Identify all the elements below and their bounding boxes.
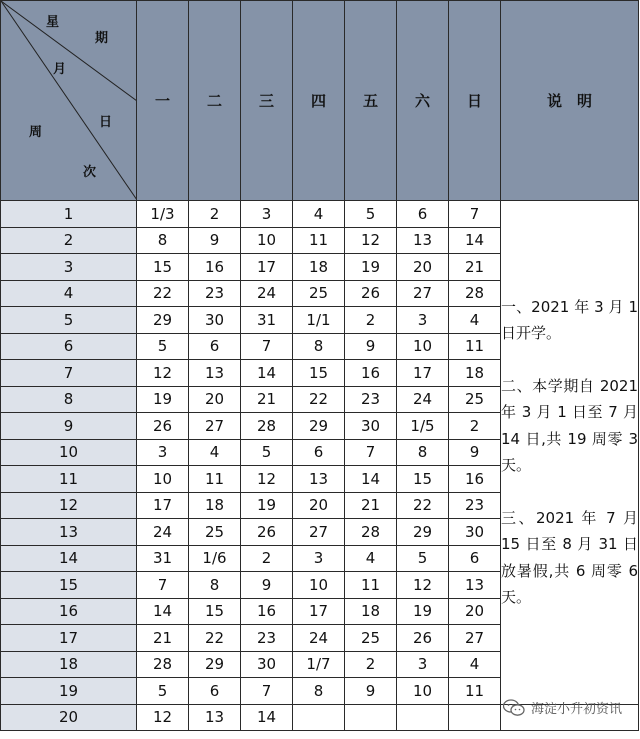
date-cell-sat: 19 [397, 598, 449, 625]
date-cell-sun [449, 704, 501, 731]
date-cell-mon: 29 [137, 307, 189, 334]
date-cell-mon: 21 [137, 625, 189, 652]
date-cell-thu: 8 [293, 333, 345, 360]
week-number-cell: 13 [1, 519, 137, 546]
date-cell-fri: 30 [345, 413, 397, 440]
date-cell-tue: 29 [189, 651, 241, 678]
date-cell-fri: 23 [345, 386, 397, 413]
wechat-icon [503, 699, 525, 717]
date-cell-sat: 26 [397, 625, 449, 652]
date-cell-sun: 16 [449, 466, 501, 493]
week-number-cell: 6 [1, 333, 137, 360]
watermark [503, 698, 622, 717]
date-cell-thu [293, 704, 345, 731]
day-header-mon: 一 [137, 1, 189, 201]
date-cell-fri: 9 [345, 678, 397, 705]
date-cell-tue: 11 [189, 466, 241, 493]
date-cell-sat: 6 [397, 201, 449, 228]
date-cell-wed: 12 [241, 466, 293, 493]
week-number-cell: 10 [1, 439, 137, 466]
date-cell-mon: 19 [137, 386, 189, 413]
week-number-cell: 5 [1, 307, 137, 334]
date-cell-fri: 4 [345, 545, 397, 572]
date-cell-wed: 31 [241, 307, 293, 334]
date-cell-wed: 21 [241, 386, 293, 413]
date-cell-tue: 13 [189, 704, 241, 731]
date-cell-mon: 3 [137, 439, 189, 466]
corner-label-ri: 日 [99, 115, 113, 130]
date-cell-tue: 16 [189, 254, 241, 281]
date-cell-sun: 7 [449, 201, 501, 228]
date-cell-sun: 23 [449, 492, 501, 519]
date-cell-wed: 28 [241, 413, 293, 440]
date-cell-thu: 27 [293, 519, 345, 546]
watermark-text: 海淀小升初资讯 [530, 702, 622, 717]
day-header-thu: 四 [293, 1, 345, 201]
date-cell-mon: 14 [137, 598, 189, 625]
date-cell-wed: 7 [241, 333, 293, 360]
day-header-fri: 五 [345, 1, 397, 201]
date-cell-thu: 13 [293, 466, 345, 493]
date-cell-sat: 10 [397, 333, 449, 360]
date-cell-mon: 28 [137, 651, 189, 678]
date-cell-sat: 29 [397, 519, 449, 546]
date-cell-tue: 13 [189, 360, 241, 387]
date-cell-wed: 9 [241, 572, 293, 599]
week-number-cell: 9 [1, 413, 137, 440]
date-cell-wed: 7 [241, 678, 293, 705]
week-number-cell: 2 [1, 227, 137, 254]
date-cell-thu: 18 [293, 254, 345, 281]
week-number-cell: 8 [1, 386, 137, 413]
date-cell-tue: 23 [189, 280, 241, 307]
date-cell-mon: 12 [137, 704, 189, 731]
date-cell-sun: 25 [449, 386, 501, 413]
date-cell-thu: 8 [293, 678, 345, 705]
week-number-cell: 20 [1, 704, 137, 731]
date-cell-sat: 20 [397, 254, 449, 281]
date-cell-wed: 3 [241, 201, 293, 228]
date-cell-thu: 22 [293, 386, 345, 413]
date-cell-sat: 12 [397, 572, 449, 599]
date-cell-tue: 27 [189, 413, 241, 440]
date-cell-fri [345, 704, 397, 731]
date-cell-fri: 21 [345, 492, 397, 519]
date-cell-tue: 22 [189, 625, 241, 652]
date-cell-tue: 6 [189, 678, 241, 705]
date-cell-tue: 6 [189, 333, 241, 360]
week-number-cell: 16 [1, 598, 137, 625]
date-cell-sun: 18 [449, 360, 501, 387]
date-cell-sun: 13 [449, 572, 501, 599]
date-cell-thu: 25 [293, 280, 345, 307]
week-number-cell: 15 [1, 572, 137, 599]
week-number-cell: 11 [1, 466, 137, 493]
week-number-cell: 7 [1, 360, 137, 387]
date-cell-sat: 22 [397, 492, 449, 519]
day-header-tue: 二 [189, 1, 241, 201]
date-cell-sat: 3 [397, 651, 449, 678]
date-cell-tue: 15 [189, 598, 241, 625]
date-cell-wed: 17 [241, 254, 293, 281]
date-cell-tue: 18 [189, 492, 241, 519]
date-cell-sun: 28 [449, 280, 501, 307]
date-cell-sat [397, 704, 449, 731]
date-cell-mon: 15 [137, 254, 189, 281]
date-cell-wed: 19 [241, 492, 293, 519]
date-cell-sun: 30 [449, 519, 501, 546]
table-row [1, 201, 639, 228]
day-header-sat: 六 [397, 1, 449, 201]
note-item: 一、2021 年 3 月 1 日开学。 [501, 297, 638, 343]
day-header-wed: 三 [241, 1, 293, 201]
date-cell-wed: 30 [241, 651, 293, 678]
corner-label-xing: 星 [46, 15, 60, 30]
date-cell-fri: 9 [345, 333, 397, 360]
date-cell-fri: 18 [345, 598, 397, 625]
date-cell-wed: 24 [241, 280, 293, 307]
date-cell-thu: 10 [293, 572, 345, 599]
week-number-cell: 4 [1, 280, 137, 307]
date-cell-sun: 4 [449, 307, 501, 334]
date-cell-tue: 1/6 [189, 545, 241, 572]
date-cell-sat: 15 [397, 466, 449, 493]
date-cell-fri: 2 [345, 307, 397, 334]
note-item: 二、本学期自 2021 年 3 月 1 日至 7 月 14 日,共 19 周零 3 天。 [501, 376, 638, 475]
date-cell-tue: 8 [189, 572, 241, 599]
date-cell-mon: 17 [137, 492, 189, 519]
corner-label-yue: 月 [53, 62, 67, 77]
date-cell-mon: 24 [137, 519, 189, 546]
date-cell-sun: 6 [449, 545, 501, 572]
week-number-cell: 17 [1, 625, 137, 652]
date-cell-wed: 14 [241, 360, 293, 387]
corner-label-qi: 期 [95, 31, 109, 46]
date-cell-sat: 17 [397, 360, 449, 387]
date-cell-sun: 14 [449, 227, 501, 254]
corner-label-ci: 次 [83, 165, 97, 180]
date-cell-wed: 16 [241, 598, 293, 625]
date-cell-fri: 19 [345, 254, 397, 281]
date-cell-thu: 6 [293, 439, 345, 466]
date-cell-mon: 1/3 [137, 201, 189, 228]
note-header: 说 明 [501, 1, 639, 201]
date-cell-fri: 2 [345, 651, 397, 678]
date-cell-mon: 22 [137, 280, 189, 307]
date-cell-wed: 14 [241, 704, 293, 731]
date-cell-thu: 11 [293, 227, 345, 254]
date-cell-thu: 1/1 [293, 307, 345, 334]
date-cell-wed: 23 [241, 625, 293, 652]
date-cell-thu: 24 [293, 625, 345, 652]
week-number-cell: 3 [1, 254, 137, 281]
date-cell-sun: 2 [449, 413, 501, 440]
date-cell-thu: 29 [293, 413, 345, 440]
date-cell-mon: 7 [137, 572, 189, 599]
date-cell-sun: 9 [449, 439, 501, 466]
date-cell-sun: 20 [449, 598, 501, 625]
week-number-cell: 14 [1, 545, 137, 572]
date-cell-mon: 5 [137, 678, 189, 705]
date-cell-fri: 28 [345, 519, 397, 546]
date-cell-sat: 10 [397, 678, 449, 705]
date-cell-thu: 1/7 [293, 651, 345, 678]
date-cell-mon: 10 [137, 466, 189, 493]
date-cell-mon: 26 [137, 413, 189, 440]
date-cell-tue: 20 [189, 386, 241, 413]
date-cell-mon: 5 [137, 333, 189, 360]
date-cell-sat: 27 [397, 280, 449, 307]
date-cell-tue: 30 [189, 307, 241, 334]
date-cell-thu: 20 [293, 492, 345, 519]
corner-header-cell [1, 1, 137, 201]
date-cell-sun: 21 [449, 254, 501, 281]
date-cell-thu: 17 [293, 598, 345, 625]
date-cell-fri: 16 [345, 360, 397, 387]
date-cell-fri: 5 [345, 201, 397, 228]
date-cell-tue: 25 [189, 519, 241, 546]
date-cell-sun: 11 [449, 333, 501, 360]
day-header-sun: 日 [449, 1, 501, 201]
week-number-cell: 19 [1, 678, 137, 705]
date-cell-fri: 26 [345, 280, 397, 307]
date-cell-wed: 5 [241, 439, 293, 466]
header-row [1, 1, 639, 201]
date-cell-sat: 5 [397, 545, 449, 572]
date-cell-thu: 4 [293, 201, 345, 228]
date-cell-tue: 2 [189, 201, 241, 228]
date-cell-tue: 4 [189, 439, 241, 466]
date-cell-sat: 13 [397, 227, 449, 254]
date-cell-mon: 12 [137, 360, 189, 387]
date-cell-thu: 3 [293, 545, 345, 572]
note-item: 三、2021 年 7 月 15 日至 8 月 31 日放暑假,共 6 周零 6 天。 [501, 508, 638, 607]
date-cell-mon: 8 [137, 227, 189, 254]
calendar-body [1, 201, 639, 731]
date-cell-sat: 8 [397, 439, 449, 466]
date-cell-sat: 3 [397, 307, 449, 334]
date-cell-sun: 4 [449, 651, 501, 678]
date-cell-tue: 9 [189, 227, 241, 254]
week-number-cell: 1 [1, 201, 137, 228]
date-cell-sat: 1/5 [397, 413, 449, 440]
week-number-cell: 12 [1, 492, 137, 519]
date-cell-sun: 11 [449, 678, 501, 705]
corner-diagonal-lines [1, 1, 137, 200]
date-cell-fri: 14 [345, 466, 397, 493]
date-cell-wed: 26 [241, 519, 293, 546]
date-cell-fri: 25 [345, 625, 397, 652]
date-cell-fri: 7 [345, 439, 397, 466]
notes-cell [501, 201, 639, 705]
date-cell-fri: 11 [345, 572, 397, 599]
date-cell-fri: 12 [345, 227, 397, 254]
date-cell-sun: 27 [449, 625, 501, 652]
corner-label-zhou: 周 [29, 125, 43, 140]
date-cell-mon: 31 [137, 545, 189, 572]
week-number-cell: 18 [1, 651, 137, 678]
date-cell-sat: 24 [397, 386, 449, 413]
date-cell-thu: 15 [293, 360, 345, 387]
date-cell-wed: 10 [241, 227, 293, 254]
date-cell-wed: 2 [241, 545, 293, 572]
